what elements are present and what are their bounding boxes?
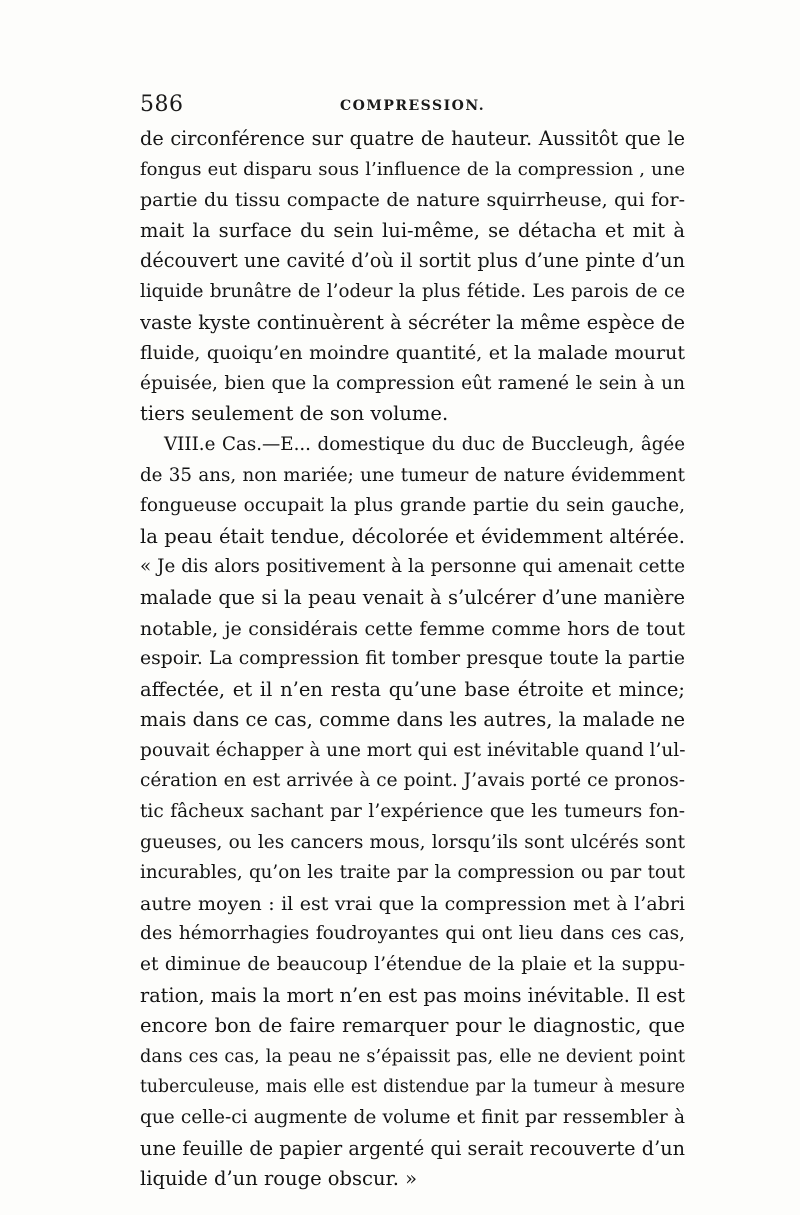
text-line: cération en est arrivée à ce point. J’avais porté ce pronos- [140, 770, 685, 792]
text-line: découvert une cavité d’où il sortit plus d’une pinte d’un [140, 249, 685, 273]
text-line: pouvait échapper à une mort qui est inévitable quand l’ul- [140, 739, 685, 761]
running-head [140, 92, 685, 122]
text-line: fongueuse occupait la plus grande partie du sein gauche, [140, 495, 685, 517]
text-line: « Je dis alors positivement à la personne qui amenait cette [140, 556, 685, 578]
text-line: de 35 ans, non mariée; une tumeur de nature évidemment [140, 464, 685, 486]
text-line: autre moyen : il est vrai que la compression met à l’abri [140, 892, 685, 915]
text-line: de circonférence sur quatre de hauteur. Aussitôt que le [140, 127, 685, 150]
text-line: partie du tissu compacte de nature squirrheuse, qui for- [140, 189, 685, 212]
running-title: COMPRESSION. [340, 98, 486, 114]
text-line: ration, mais la mort n’en est pas moins inévitable. Il est [140, 983, 685, 1007]
text-line: espoir. La compression fit tomber presque toute la partie [140, 648, 685, 670]
text-line: fluide, quoiqu’en moindre quantité, et la malade mourut [140, 342, 685, 365]
text-line: épuisée, bien que la compression eût ramené le sein à un [140, 372, 685, 394]
text-line: malade que si la peau venait à s’ulcérer d’une manière [140, 585, 685, 609]
text-line: vaste kyste continuèrent à sécréter la même espèce de [140, 310, 685, 334]
text-line: fongus eut disparu sous l’influence de la compression , une [140, 158, 685, 180]
text-line: une feuille de papier argenté qui serait recouverte d’un [140, 1136, 685, 1160]
body-text [140, 124, 685, 1195]
text-line: et diminue de beaucoup l’étendue de la plaie et la suppu- [140, 954, 685, 976]
text-line: tuberculeuse, mais elle est distendue par la tumeur à mesure [140, 1077, 685, 1098]
text-line: la peau était tendue, décolorée et évidemment altérée. [140, 524, 685, 548]
text-line: incurables, qu’on les traite par la compression ou par tout [140, 862, 685, 884]
text-line: affectée, et il n’en resta qu’une base étroite et mince; [140, 677, 685, 701]
case-heading-line: VIII.e Cas.—E... domestique du duc de Buccleugh, âgée [164, 433, 685, 455]
page-number: 586 [140, 92, 184, 117]
text-line: que celle-ci augmente de volume et finit par ressembler à [140, 1107, 685, 1128]
paragraph-end-line: tiers seulement de son volume. [140, 402, 449, 426]
text-line: tic fâcheux sachant par l’expérience que les tumeurs fon- [140, 801, 685, 823]
text-line: liquide brunâtre de l’odeur la plus fétide. Les parois de ce [140, 280, 685, 302]
text-line: encore bon de faire remarquer pour le diagnostic, que [140, 1014, 685, 1038]
text-line: dans ces cas, la peau ne s’épaissit pas, elle ne devient point [140, 1046, 685, 1067]
text-line: des hémorrhagies foudroyantes qui ont lieu dans ces cas, [140, 923, 685, 945]
text-line: mais dans ce cas, comme dans les autres, la malade ne [140, 708, 685, 732]
text-line: mait la surface du sein lui-même, se détacha et mit à [140, 218, 685, 242]
paragraph-end-line: liquide d’un rouge obscur. » [140, 1167, 418, 1191]
text-line: notable, je considérais cette femme comme hors de tout [140, 617, 685, 640]
text-line: gueuses, ou les cancers mous, lorsqu’ils sont ulcérés sont [140, 831, 685, 853]
